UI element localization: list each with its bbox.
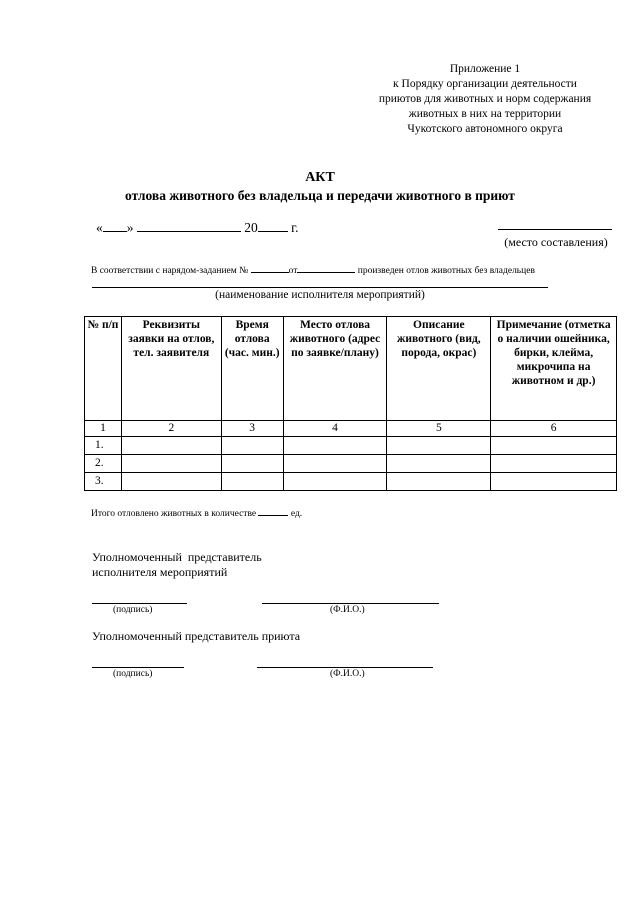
table-cell[interactable]	[283, 437, 387, 455]
document-subtitle: отлова животного без владельца и передачи животного в приют	[125, 188, 515, 203]
executor-label: (наименование исполнителя мероприятий)	[215, 289, 425, 301]
table-cell[interactable]	[221, 473, 283, 491]
column-number: 2	[121, 421, 221, 437]
column-number: 6	[491, 421, 617, 437]
total-unit: ед.	[290, 509, 303, 519]
table-cell[interactable]	[387, 437, 491, 455]
order-date-blank[interactable]	[297, 263, 355, 273]
column-header: Примечание (отметка о наличии ошейника, бирки, клейма, микрочипа на животном и др.)	[491, 317, 617, 421]
executor-name-label: (Ф.И.О.)	[330, 605, 365, 615]
table-cell[interactable]	[387, 473, 491, 491]
year-prefix: 20	[244, 220, 258, 235]
appendix-line: животных в них на территории	[408, 108, 562, 120]
order-number-blank[interactable]	[251, 263, 289, 273]
column-header: Описание животного (вид, порода, окрас)	[387, 317, 491, 421]
date-line	[96, 218, 299, 236]
column-number: 1	[85, 421, 122, 437]
total-line	[91, 506, 302, 519]
appendix-line: Приложение 1	[449, 63, 521, 75]
table-cell[interactable]	[221, 437, 283, 455]
table-cell[interactable]	[121, 437, 221, 455]
place-blank[interactable]	[498, 229, 612, 230]
appendix-line: приютов для животных и норм содержания	[378, 93, 592, 105]
appendix-line: Чукотского автономного округа	[407, 123, 563, 135]
column-number: 3	[221, 421, 283, 437]
table-header-row	[85, 317, 617, 421]
table-cell[interactable]	[491, 473, 617, 491]
table-cell[interactable]	[491, 455, 617, 473]
year-suffix: г.	[291, 220, 299, 235]
shelter-rep-title: Уполномоченный представитель приюта	[92, 629, 301, 643]
shelter-signature-blank[interactable]	[92, 667, 184, 668]
basis-text: В соответствии с нарядом-заданием №	[91, 266, 249, 276]
shelter-signature-label: (подпись)	[113, 669, 153, 679]
column-header: Реквизиты заявки на отлов, тел. заявителя	[121, 317, 221, 421]
appendix-header	[340, 62, 630, 137]
table-row	[85, 473, 617, 491]
date-close-quote: »	[126, 220, 134, 235]
row-number: 3.	[85, 473, 122, 491]
row-number: 2.	[85, 455, 122, 473]
document-title: АКТ	[305, 170, 335, 185]
executor-rep-line: исполнителя мероприятий	[92, 565, 228, 579]
basis-text-after: произведен отлов животных без владельцев	[357, 266, 535, 276]
column-header: Место отлова животного (адрес по заявке/плану)	[283, 317, 387, 421]
year-blank[interactable]	[258, 218, 288, 232]
row-number: 1.	[85, 437, 122, 455]
executor-name-blank[interactable]	[262, 603, 439, 604]
table-row	[85, 437, 617, 455]
column-number-row	[85, 421, 617, 437]
table-cell[interactable]	[387, 455, 491, 473]
shelter-name-label: (Ф.И.О.)	[330, 669, 365, 679]
basis-from: от	[288, 266, 298, 276]
executor-rep-title	[92, 550, 262, 580]
column-header: № п/п	[85, 317, 122, 421]
table-cell[interactable]	[121, 473, 221, 491]
table-cell[interactable]	[121, 455, 221, 473]
column-number: 5	[387, 421, 491, 437]
executor-rep-line: Уполномоченный представитель	[92, 550, 262, 564]
shelter-name-blank[interactable]	[257, 667, 433, 668]
table-cell[interactable]	[221, 455, 283, 473]
day-blank[interactable]	[103, 218, 127, 232]
table-cell[interactable]	[283, 455, 387, 473]
column-header: Время отлова (час. мин.)	[221, 317, 283, 421]
executor-signature-label: (подпись)	[113, 605, 153, 615]
executor-blank[interactable]	[92, 287, 548, 288]
table-row	[85, 455, 617, 473]
appendix-line: к Порядку организации деятельности	[393, 78, 577, 90]
total-text: Итого отловлено животных в количестве	[91, 509, 257, 519]
total-count-blank[interactable]	[258, 506, 288, 516]
executor-signature-blank[interactable]	[92, 603, 187, 604]
column-number: 4	[283, 421, 387, 437]
date-open-quote: «	[96, 220, 103, 235]
table-cell[interactable]	[283, 473, 387, 491]
basis-line	[91, 263, 535, 276]
month-blank[interactable]	[137, 218, 241, 232]
place-label: (место составления)	[504, 235, 608, 249]
table-cell[interactable]	[491, 437, 617, 455]
capture-table	[84, 316, 617, 491]
